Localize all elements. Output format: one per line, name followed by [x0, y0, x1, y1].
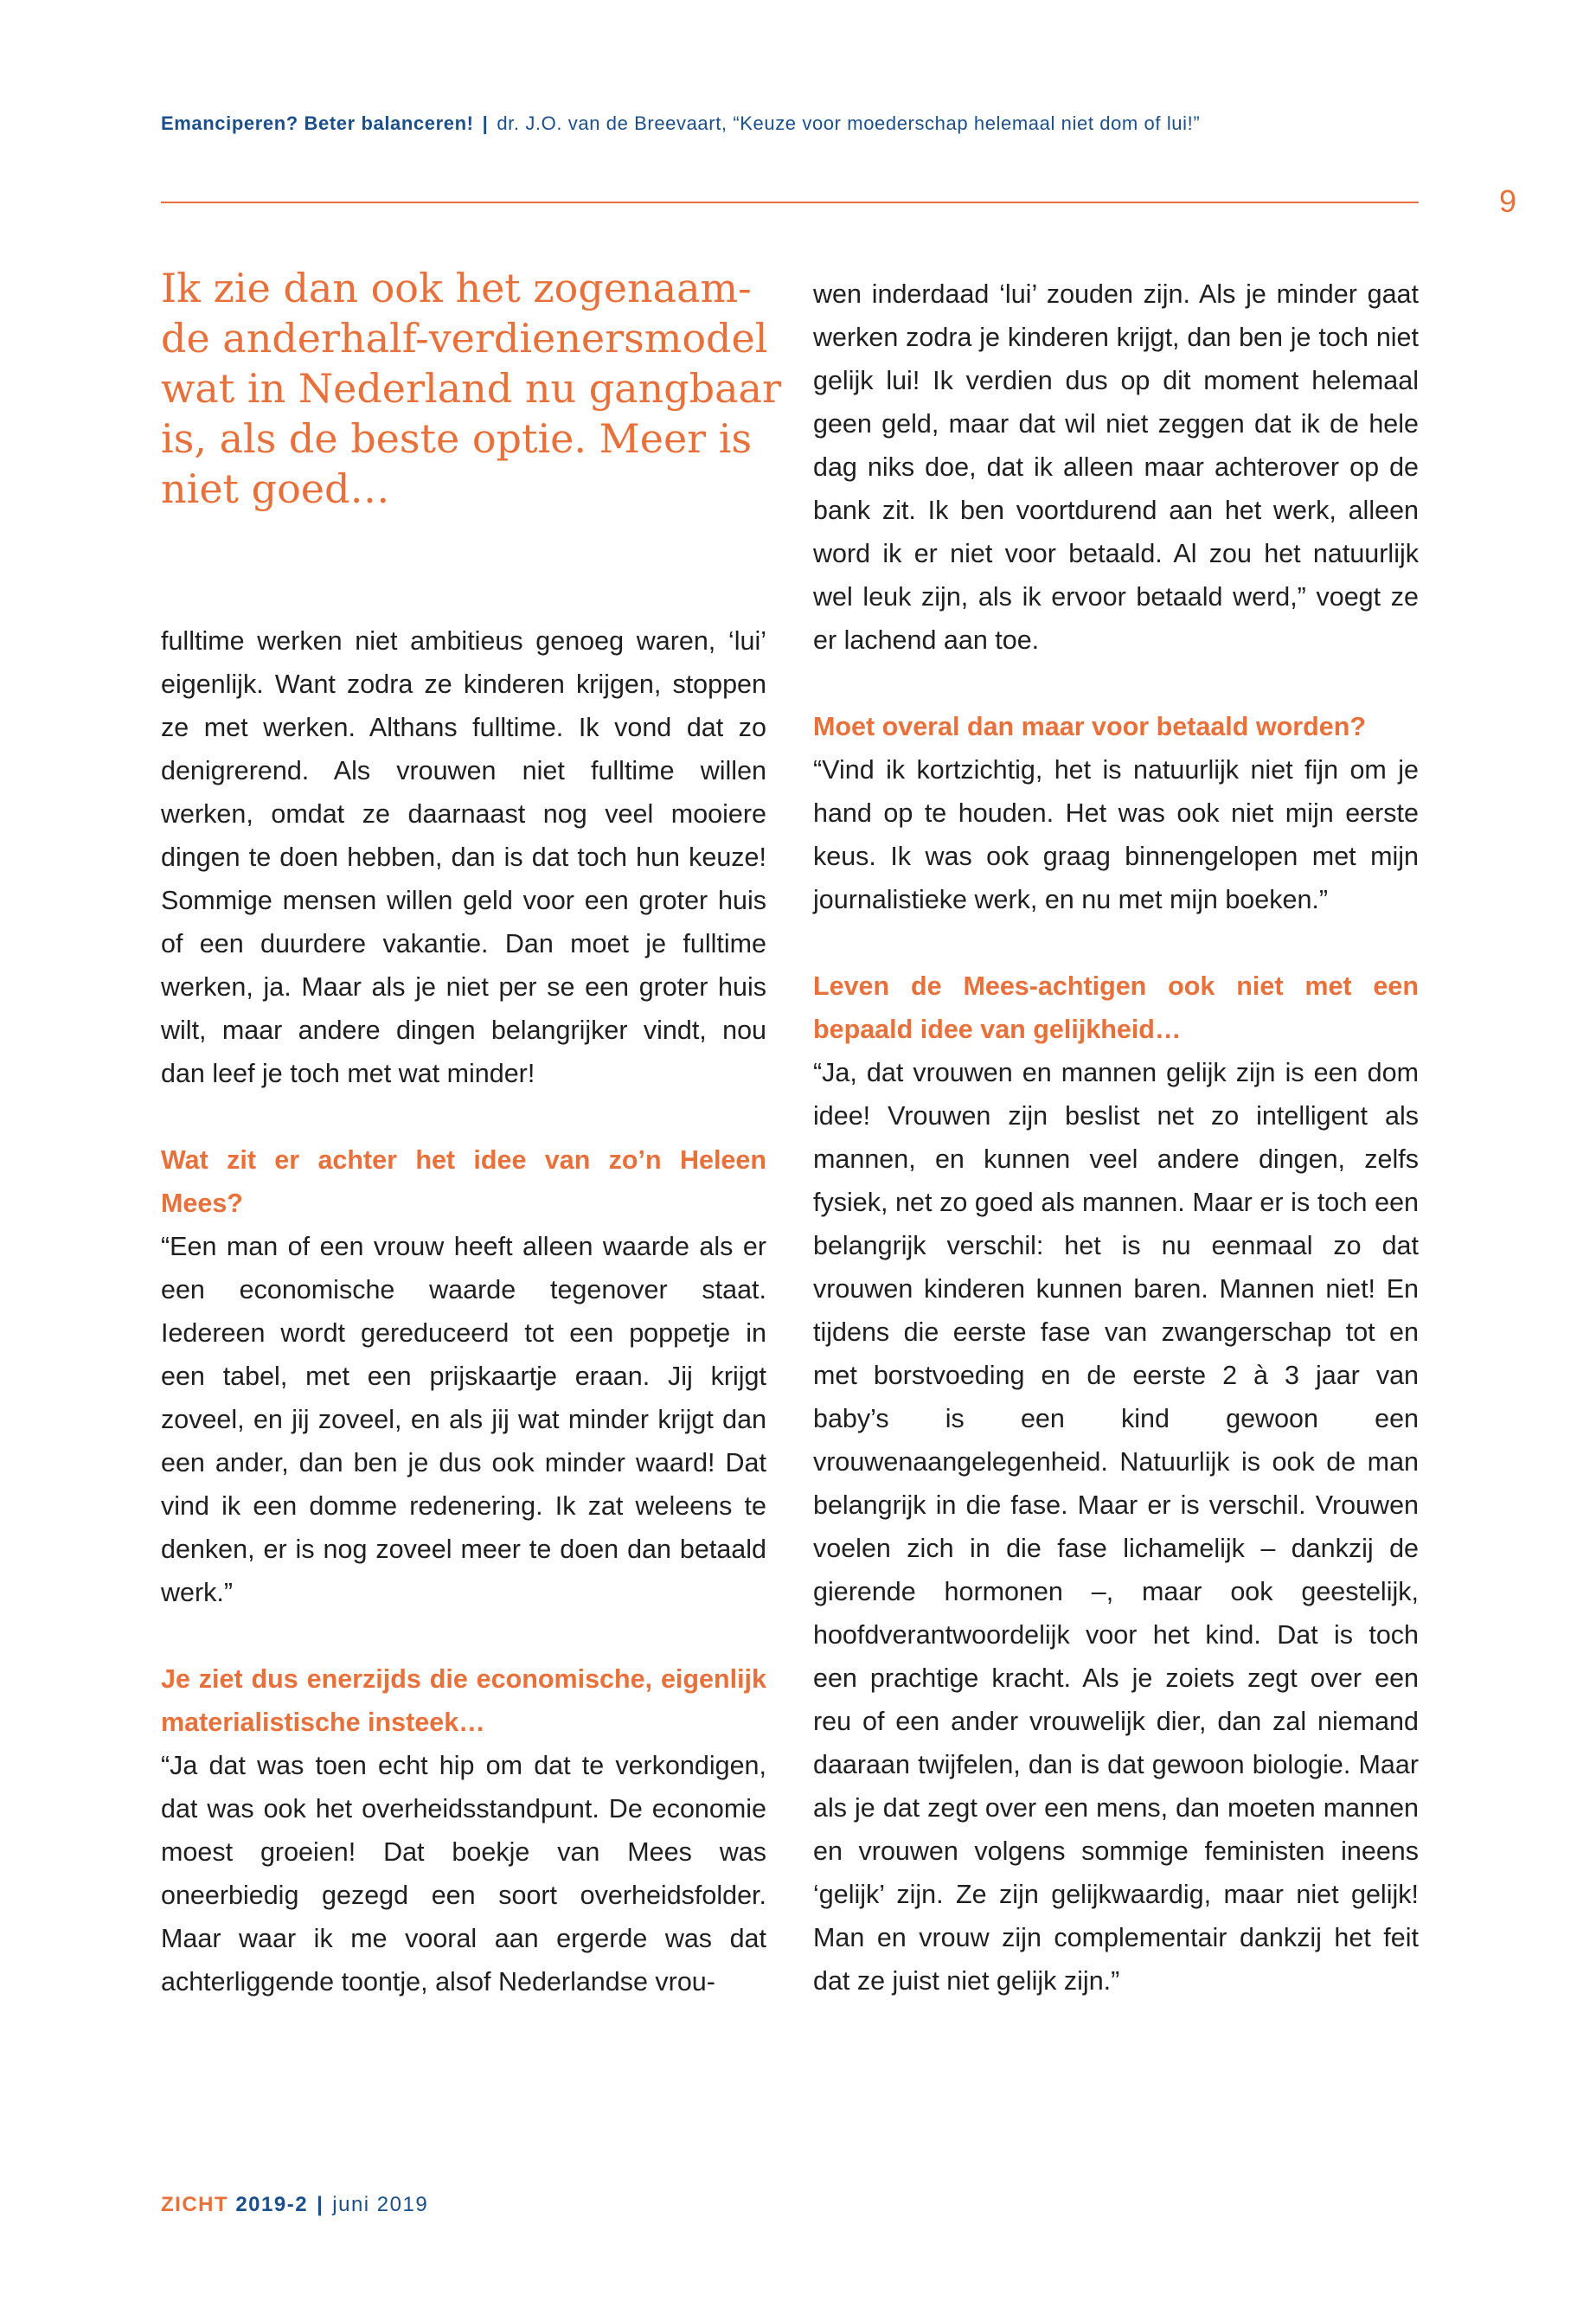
body-paragraph: wen inderdaad ‘lui’ zouden zijn. Als je minder gaat werken zodra je kinderen krijgt, dan ben je toch niet gelijk lui! Ik verdien dus op dit moment helemaal geen geld, maar dat wil niet zeggen dat ik de hele dag niks doe, dat ik alleen maar achterover op de bank zit. Ik ben voortdurend aan het werk, alleen word ik er niet voor betaald. Al zou het natuurlijk wel leuk zijn, als ik ervoor betaald werd,” voegt ze er lachend aan toe. — [813, 279, 1419, 655]
footer-separator: | — [317, 2193, 324, 2216]
pull-quote-line: is, als de beste optie. Meer is — [161, 415, 753, 462]
footer-magazine: ZICHT — [161, 2193, 229, 2216]
interview-answer: “Ja dat was toen echt hip om dat te verkondigen, dat was ook het overheidsstandpunt. De economie moest groeien! Dat boekje van Mees was oneerbiedig gezegd een soort overheidsfolder. Maar waar ik me vooral aan ergerde was dat achterliggende toontje, alsof Nederlandse vrou- — [161, 1751, 766, 1997]
header-title: Emanciperen? Beter balanceren! — [161, 112, 474, 134]
pull-quote-line: Ik zie dan ook het zogenaam- — [161, 265, 752, 311]
interview-question: Leven de Mees-achtigen ook niet met een bepaald idee van gelijkheid… — [813, 971, 1419, 1044]
interview-answer: “Een man of een vrouw heeft alleen waarde als er een economische waarde tegenover staat. Iedereen wordt gereduceerd tot een poppetje in een tabel, met een prijskaartje eraan. Jij krijgt zoveel, en jij zoveel, en als jij wat minder krijgt dan een ander, dan ben je dus ook minder waard! Dat vind ik een domme redenering. Ik zat weleens te denken, er is nog zoveel meer te doen dan betaald werk.” — [161, 1232, 766, 1607]
interview-question: Wat zit er achter het idee van zo’n Heleen Mees? — [161, 1145, 766, 1218]
page-number: 9 — [1499, 183, 1517, 219]
pull-quote-line: wat in Nederland nu gangbaar — [161, 365, 781, 412]
pull-quote-line: de anderhalf-verdienersmodel — [161, 315, 768, 362]
interview-question: Je ziet dus enerzijds die economische, eigenlijk materialistische insteek… — [161, 1664, 766, 1737]
pull-quote — [161, 263, 784, 514]
footer-issue: 2019-2 — [235, 2193, 309, 2216]
body-paragraph: fulltime werken niet ambitieus genoeg waren, ‘lui’ eigenlijk. Want zodra ze kinderen krijgen, stoppen ze met werken. Althans fulltime. Ik vond dat zo denigrerend. Als vrouwen niet fulltime willen werken, omdat ze daarnaast nog veel mooiere dingen te doen hebben, dan is dat toch hun keuze! Sommige mensen willen geld voor een groter huis of een duurdere vakantie. Dan moet je fulltime werken, ja. Maar als je niet per se een groter huis wilt, maar andere dingen belangrijker vindt, nou dan leef je toch met wat minder! — [161, 626, 766, 1088]
pull-quote-line: niet goed… — [161, 465, 390, 512]
right-column — [813, 272, 1419, 2003]
interview-question: Moet overal dan maar voor betaald worden? — [813, 712, 1366, 741]
interview-answer: “Ja, dat vrouwen en mannen gelijk zijn is een dom idee! Vrouwen zijn beslist net zo intelligent als mannen, en kunnen veel andere dingen, zelfs fysiek, net zo goed als mannen. Maar er is toch een belangrijk verschil: het is nu eenmaal zo dat vrouwen kinderen kunnen baren. Mannen niet! En tijdens die eerste fase van zwangerschap tot en met borstvoeding en de eerste 2 à 3 jaar van baby’s is een kind gewoon een vrouwenaangelegenheid. Natuurlijk is ook de man belangrijk in die fase. Maar er is verschil. Vrouwen voelen zich in die fase lichamelijk – dankzij de gierende hormonen –, maar ook geestelijk, hoofdverantwoordelijk voor het kind. Dat is toch een prachtige kracht. Als je zoiets zegt over een reu of een ander vrouwelijk dier, dan zal niemand daaraan twijfelen, dan is dat gewoon biologie. Maar als je dat zegt over een mens, dan moeten mannen en vrouwen volgens sommige feministen ineens ‘gelijk’ zijn. Ze zijn gelijkwaardig, maar niet gelijk! Man en vrouw zijn complementair dankzij het feit dat ze juist niet gelijk zijn.” — [813, 1058, 1419, 1996]
interview-answer: “Vind ik kortzichtig, het is natuurlijk niet fijn om je hand op te houden. Het was ook niet mijn eerste keus. Ik was ook graag binnengelopen met mijn journalistieke werk, en nu met mijn boeken.” — [813, 755, 1419, 914]
page-footer — [161, 2193, 428, 2217]
footer-date: juni 2019 — [332, 2193, 429, 2216]
header-rule — [161, 202, 1419, 203]
running-header — [161, 112, 1424, 135]
header-separator: | — [482, 112, 489, 134]
header-subtitle: dr. J.O. van de Breevaart, “Keuze voor moederschap helemaal niet dom of lui!” — [497, 112, 1201, 134]
left-column — [161, 619, 766, 2003]
